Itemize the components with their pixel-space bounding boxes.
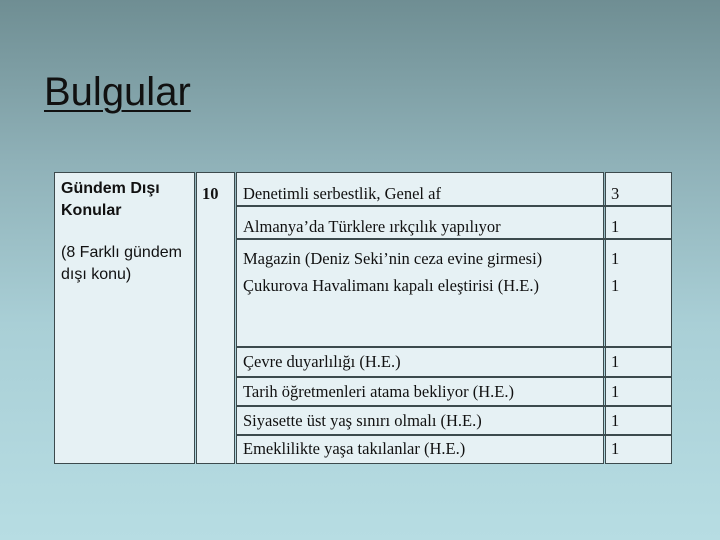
table-row-topic: Magazin (Deniz Seki’nin ceza evine girmesi) bbox=[243, 249, 543, 268]
row-divider bbox=[236, 434, 672, 436]
category-note: (8 Farklı gündem dışı konu) bbox=[61, 244, 182, 283]
table-row-count: 1 bbox=[611, 352, 620, 371]
table-row-topic: Siyasette üst yaş sınırı olmalı (H.E.) bbox=[243, 411, 482, 430]
table-row-topic: Emeklilikte yaşa takılanlar (H.E.) bbox=[243, 439, 466, 458]
table-row-count: 1 bbox=[611, 411, 620, 430]
table-row-count: 1 bbox=[611, 439, 620, 458]
total-column bbox=[196, 172, 235, 464]
slide-title: Bulgular bbox=[44, 70, 191, 114]
table-row-topic: Almanya’da Türklere ırkçılık yapılıyor bbox=[243, 217, 501, 236]
table-row-count: 1 bbox=[611, 249, 620, 268]
row-divider bbox=[236, 346, 672, 348]
row-divider bbox=[236, 376, 672, 378]
category-heading: Gündem Dışı Konular bbox=[61, 180, 160, 219]
table-row-topic: Tarih öğretmenleri atama bekliyor (H.E.) bbox=[243, 382, 514, 401]
table-row-topic: Çevre duyarlılığı (H.E.) bbox=[243, 352, 401, 371]
row-divider bbox=[236, 205, 672, 207]
table-row-topic: Çukurova Havalimanı kapalı eleştirisi (H.E.) bbox=[243, 276, 540, 295]
table-row-count: 1 bbox=[611, 382, 620, 401]
row-divider bbox=[236, 238, 672, 240]
table-row-count: 3 bbox=[611, 184, 620, 203]
row-divider bbox=[236, 405, 672, 407]
table-row-topic: Denetimli serbestlik, Genel af bbox=[243, 184, 441, 203]
table-row-count: 1 bbox=[611, 276, 620, 295]
total-count: 10 bbox=[202, 184, 219, 203]
table-row-count: 1 bbox=[611, 217, 620, 236]
